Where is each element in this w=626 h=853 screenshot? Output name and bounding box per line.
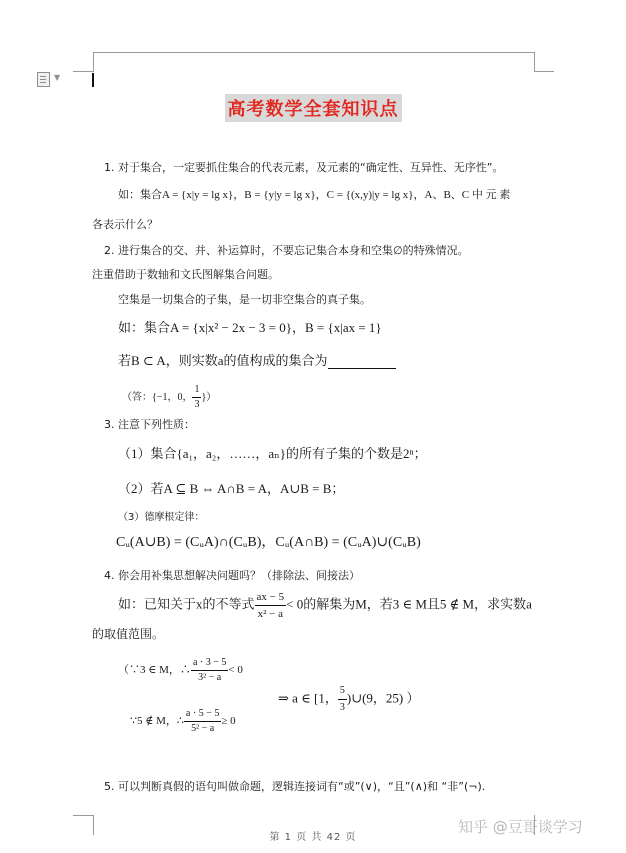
property-2: （2）若A ⊆ B ⇔ A∩B = A，A∪B = B；: [118, 481, 345, 496]
result-prefix: ⇒ a ∈ [1，: [278, 690, 338, 706]
solution-2-prefix: ∵5 ∉ M，∴: [130, 715, 184, 728]
para-2-question: [118, 353, 396, 369]
para-1: 1. 对于集合，一定要抓住集合的代表元素，及元素的“确定性、互异性、无序性”。: [104, 161, 504, 174]
para-2-cont: 注重借助于数轴和文氏图解集合问题。: [92, 268, 279, 281]
property-3: （3）德摩根定律：: [118, 512, 205, 523]
fraction-denominator: x² − a: [257, 608, 283, 620]
page-title: [0, 94, 626, 122]
property-1: （1）集合{a₁，a₂，……，aₙ}的所有子集的个数是2ⁿ；: [118, 446, 427, 461]
answer-blank: [328, 356, 396, 369]
fraction-denominator: 5² − a: [191, 723, 215, 734]
fraction-numerator: 1: [192, 383, 201, 398]
page-top-edge: [93, 52, 534, 53]
solution-result: [278, 683, 420, 716]
document-icon[interactable]: [37, 72, 50, 87]
solution-2-suffix: ≥ 0: [221, 715, 236, 728]
solution-line-2: [130, 707, 236, 736]
solution-2-fraction: [184, 707, 221, 736]
para-4-example: [118, 589, 532, 622]
crop-mark-top-right: [534, 52, 535, 72]
solution-line-1: [118, 656, 243, 685]
para-2: 2. 进行集合的交、并、补运算时，不要忘记集合本身和空集∅的特殊情况。: [104, 244, 469, 257]
watermark: 知乎 @豆哥谈学习: [458, 818, 583, 836]
fraction-numerator: ax − 5: [255, 589, 287, 606]
para-4-example-cont: 的取值范围。: [92, 627, 165, 641]
result-fraction: [338, 683, 347, 716]
para-2-empty-set: 空集是一切集合的子集，是一切非空集合的真子集。: [118, 293, 371, 306]
fraction-numerator: 5: [338, 683, 347, 700]
page-number-footer: 第 1 页 共 42 页: [269, 832, 357, 843]
solution-1-fraction: [191, 656, 228, 685]
fraction-numerator: a · 5 − 5: [184, 707, 221, 722]
title-text: 高考数学全套知识点: [225, 94, 402, 122]
crop-mark-bottom-left-h: [73, 815, 93, 816]
para-5: 5. 可以判断真假的语句叫做命题，逻辑连接词有“或”(∨)，“且”(∧)和 “非”(¬).: [104, 780, 486, 793]
example-suffix: < 0的解集为M，若3 ∈ M且5 ∉ M，求实数a: [286, 596, 532, 612]
fraction-denominator: 3: [339, 702, 345, 713]
fraction-denominator: 3: [194, 399, 200, 410]
solution-1-prefix: （∵3 ∈ M，∴: [118, 664, 191, 677]
crop-mark-top-left: [93, 52, 94, 72]
inequality-fraction: [255, 589, 287, 622]
crop-mark-top-left-h: [73, 71, 93, 72]
fraction-denominator: 3² − a: [198, 672, 222, 683]
example-prefix: 如：已知关于x的不等式: [118, 596, 255, 612]
answer-prefix: （答：{−1，0，: [122, 391, 193, 403]
para-4: 4. 你会用补集思想解决问题吗？（排除法、间接法）: [104, 569, 360, 582]
fraction-numerator: a · 3 − 5: [191, 656, 228, 671]
de-morgan-law: Cᵤ(A∪B) = (CᵤA)∩(CᵤB)，Cᵤ(A∩B) = (CᵤA)∪(CᵤB): [116, 535, 421, 550]
para-2-example: 如：集合A = {x|x² − 2x − 3 = 0}，B = {x|ax = 1}: [118, 320, 382, 335]
crop-mark-top-right-h: [534, 71, 554, 72]
answer-suffix: }）: [201, 391, 217, 403]
result-suffix: )∪(9，25) ）: [346, 690, 420, 706]
text-cursor: [92, 73, 94, 87]
question-text: 若B ⊂ A，则实数a的值构成的集合为: [118, 353, 328, 368]
para-1-question: 各表示什么？: [92, 218, 158, 231]
para-3: 3. 注意下列性质：: [104, 418, 195, 431]
chevron-down-icon[interactable]: ▼: [54, 73, 61, 82]
solution-1-suffix: < 0: [228, 664, 243, 677]
para-2-answer: [122, 383, 216, 412]
para-1-example: 如：集合A = {x|y = lg x}，B = {y|y = lg x}，C = {(x,y)|y = lg x}，A、B、C 中 元 素: [118, 189, 511, 201]
